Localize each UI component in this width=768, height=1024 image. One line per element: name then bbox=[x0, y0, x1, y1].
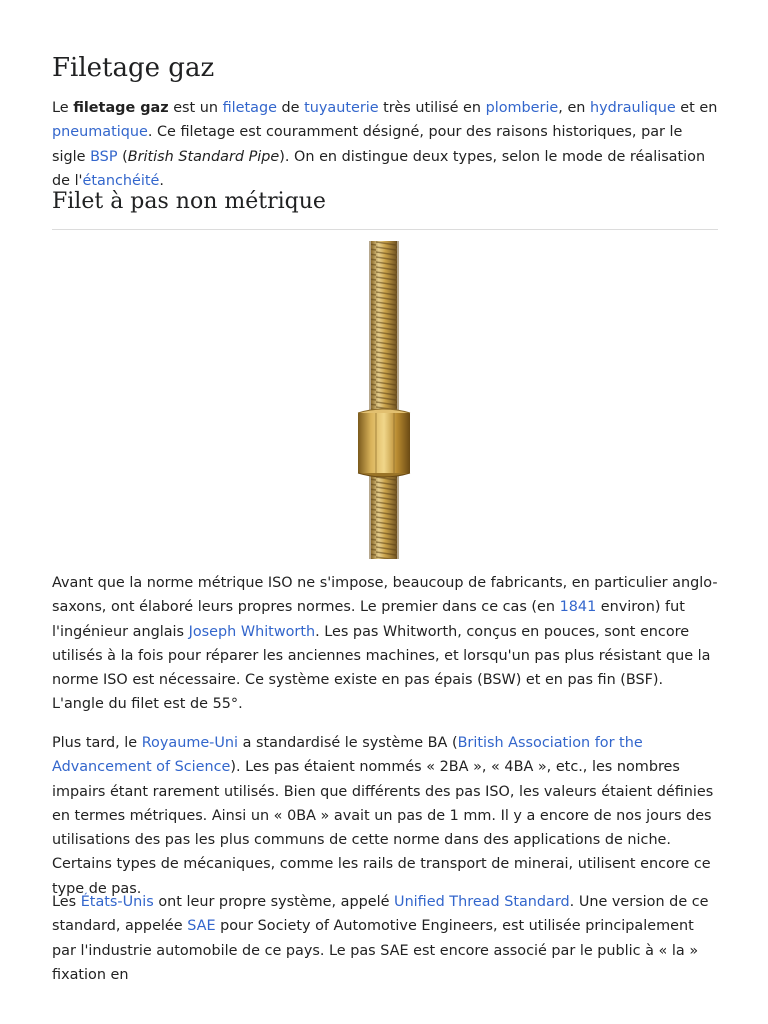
bold-term: filetage gaz bbox=[73, 100, 169, 116]
link-bsp[interactable]: BSP bbox=[90, 148, 118, 165]
link-filetage[interactable]: filetage bbox=[222, 100, 277, 116]
link-royaume-uni[interactable]: Royaume-Uni bbox=[141, 735, 239, 751]
link-etancheite[interactable]: étanchéité bbox=[82, 172, 160, 189]
section-divider bbox=[52, 229, 718, 230]
link-hydraulique[interactable]: hydraulique bbox=[590, 100, 676, 116]
link-plomberie[interactable]: plomberie bbox=[485, 100, 559, 116]
link-1841[interactable]: 1841 bbox=[559, 599, 597, 616]
link-joseph-whitworth[interactable]: Joseph Whitworth bbox=[188, 623, 316, 640]
threaded-rod-image[interactable] bbox=[336, 241, 432, 559]
paragraph-usa: Les États-Unis ont leur propre système, appelé Unified Thread Standard. Une version de ce standard, appelée SAE pour Society of Automotive Engineers, est utilisée principalement par l'industrie automobile de ce pays. Le pas SAE est encore associé par le public à « la » fixation en bbox=[52, 894, 709, 983]
link-unified-thread-standard[interactable]: Unified Thread Standard bbox=[394, 894, 570, 910]
paragraph-ba: Plus tard, le Royaume-Uni a standardisé le système BA (British Association for the Advancement of Science). Les pas étaient nommés « 2BA », « 4BA », etc., les nombres impairs étant rarement utilisés. Bien que différents des pas ISO, les valeurs étaient définies en termes métriques. Ainsi un « 0BA » avait un pas de 1 mm. Il y a encore de nos jours des utilisations des pas les plus communs de cette norme dans des applications de niche. Certains types de mécaniques, comme les rails de transport de minerai, utilisent encore ce type de pas. bbox=[52, 735, 714, 897]
threaded-rod-icon bbox=[336, 241, 432, 559]
link-etats-unis[interactable]: États-Unis bbox=[80, 894, 154, 910]
link-sae[interactable]: SAE bbox=[187, 918, 216, 935]
paragraph-whitworth: Avant que la norme métrique ISO ne s'impose, beaucoup de fabricants, en particulier anglo-saxons, ont élaboré leurs propres normes. Le premier dans ce cas (en 1841 environ) fut l'ingénieur anglais Joseph Whitworth. Les pas Whitworth, conçus en pouces, sont encore utilisés à la fois pour réparer les anciennes machines, et lorsqu'un pas plus résistant que la norme ISO est nécessaire. Ce système existe en pas épais (BSW) et en pas fin (BSF). L'angle du filet est de 55°. bbox=[52, 575, 718, 713]
italic-term: British Standard Pipe bbox=[127, 148, 280, 165]
link-tuyauterie[interactable]: tuyauterie bbox=[304, 100, 379, 116]
section-heading: Filet à pas non métrique bbox=[52, 189, 326, 214]
page-title: Filetage gaz bbox=[52, 53, 215, 83]
intro-paragraph: Le filetage gaz est un filetage de tuyauterie très utilisé en plomberie, en hydraulique et en pneumatique. Ce filetage est couramment désigné, pour des raisons historiques, par le sigle BSP (British Standard Pipe). On en distingue deux types, selon le mode de réalisation de l'étanchéité. bbox=[52, 100, 718, 189]
link-pneumatique[interactable]: pneumatique bbox=[52, 124, 148, 141]
link-british-association[interactable]: British Association for the Advancement of Science bbox=[52, 735, 643, 776]
